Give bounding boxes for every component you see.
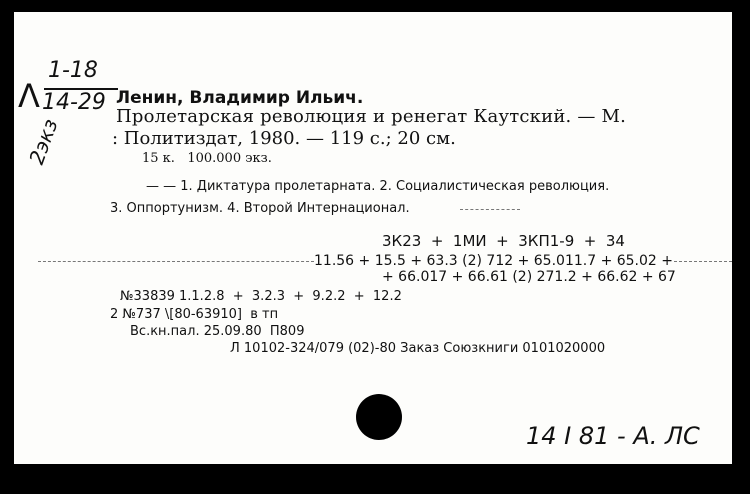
subjects-line-1: — — 1. Диктатура пролетарната. 2. Социалистическая революция. (146, 179, 610, 194)
title-line-2: : Политиздат, 1980. — 119 с.; 20 см. (112, 128, 456, 149)
shelfmark-bottom: 14-29 (42, 90, 106, 115)
shelfmark-top: 1-18 (48, 58, 98, 83)
publisher-order-line: Л 10102-324/079 (02)-80 Заказ Союзкниги 0101020000 (230, 341, 606, 356)
subjects-line-2: 3. Оппортунизм. 4. Второй Интернационал. (110, 201, 410, 216)
catalog-card (14, 12, 732, 464)
classification-line-2: 11.56 + 15.5 + 63.3 (2) 712 + 65.011.7 + 65.02 + (314, 253, 674, 269)
title-line-1: Пролетарская революция и ренегат Каутский. — М. (116, 106, 627, 127)
classification-line-3: + 66.017 + 66.61 (2) 271.2 + 66.62 + 67 (382, 269, 676, 285)
book-chamber-line: Вс.кн.пал. 25.09.80 П809 (130, 324, 305, 339)
shelfmark-prefix: Λ (18, 77, 40, 115)
handwritten-date-note: 14 I 81 - А. ЛС (526, 422, 700, 450)
order-line: 2 №737 \[80-63910] в тп (110, 307, 279, 322)
handwritten-copies-note: 2экз (24, 115, 63, 168)
classification-leader (38, 261, 314, 262)
subjects-dotted-leader (460, 209, 520, 210)
price-edition-line: 15 к. 100.000 экз. (142, 151, 272, 166)
author-heading: Ленин, Владимир Ильич. (116, 88, 364, 108)
card-punch-hole (356, 394, 402, 440)
classification-leader-right (674, 261, 732, 262)
code-line: №33839 1.1.2.8 + 3.2.3 + 9.2.2 + 12.2 (120, 289, 402, 304)
classification-line-1: 3К23 + 1МИ + 3КП1-9 + 34 (382, 232, 625, 250)
